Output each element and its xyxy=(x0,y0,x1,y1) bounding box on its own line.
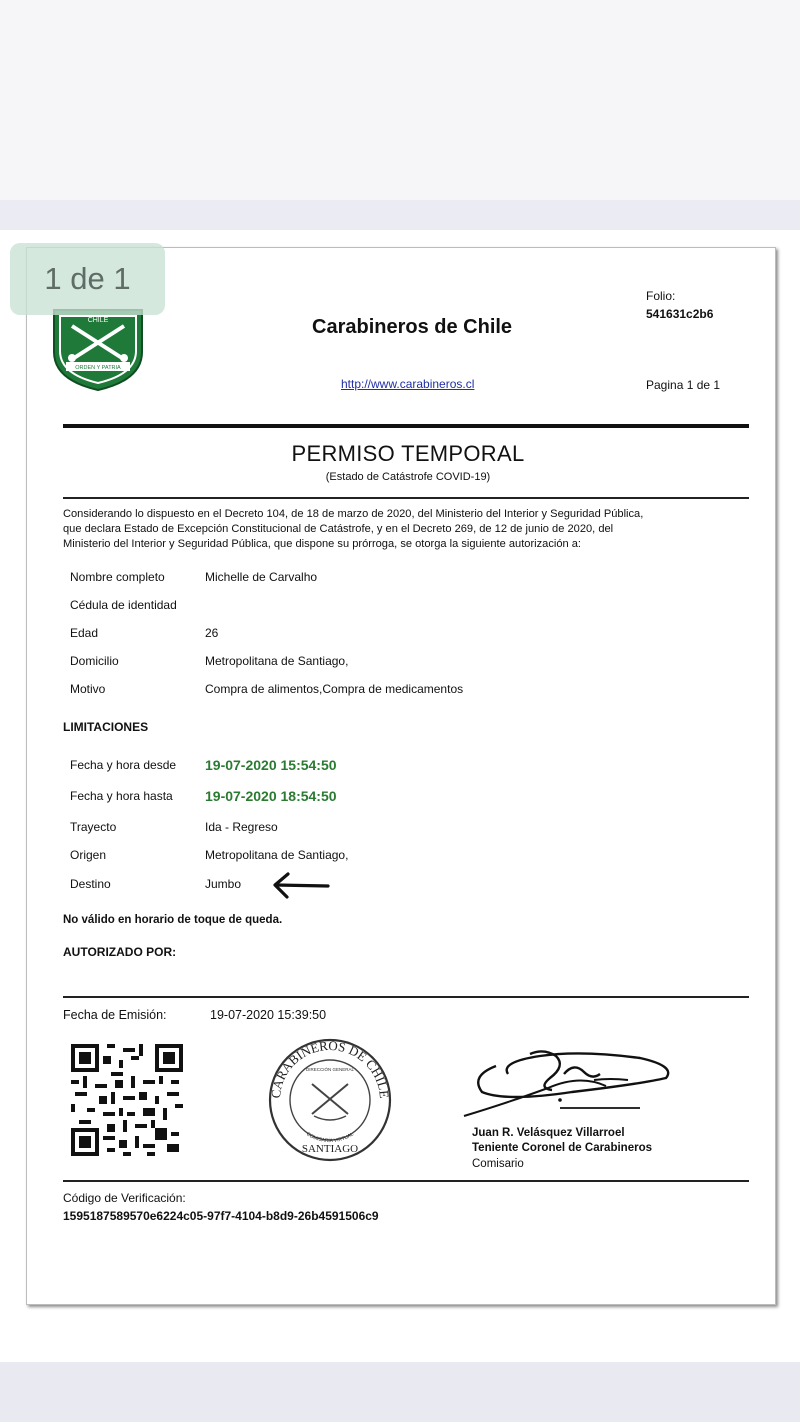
official-stamp xyxy=(262,1034,398,1164)
signer-title: Teniente Coronel de Carabineros xyxy=(472,1142,652,1154)
svg-text:ORDEN Y PATRIA: ORDEN Y PATRIA xyxy=(75,365,121,371)
intro-paragraph xyxy=(63,507,755,552)
stamp-outer-text: CARABINEROS DE CHILE xyxy=(267,1037,393,1099)
field-value-motivo: Compra de alimentos,Compra de medicamentos xyxy=(205,682,464,696)
signer-name: Juan R. Velásquez Villarroel xyxy=(472,1127,625,1139)
field-label-hasta: Fecha y hora hasta xyxy=(70,789,173,803)
institution-title: Carabineros de Chile xyxy=(312,316,513,338)
viewer-separator xyxy=(0,200,800,230)
field-label-cedula: Cédula de identidad xyxy=(70,598,177,612)
field-label-nombre: Nombre completo xyxy=(70,570,165,584)
qr-code xyxy=(71,1044,183,1156)
emision-value: 19-07-2020 15:39:50 xyxy=(210,1008,327,1022)
svg-text:CHILE: CHILE xyxy=(87,317,109,324)
stamp-lower-text: COMISARÍA VIRTUAL xyxy=(305,1131,355,1145)
folio-value: 541631c2b6 xyxy=(646,307,714,321)
field-label-trayecto: Trayecto xyxy=(70,820,117,834)
document-subtitle: (Estado de Catástrofe COVID-19) xyxy=(325,471,491,483)
field-value-hasta: 19-07-2020 18:54:50 xyxy=(205,788,337,804)
page-number: Pagina 1 de 1 xyxy=(646,378,721,392)
field-value-trayecto: Ida - Regreso xyxy=(205,820,278,834)
field-value-desde: 19-07-2020 15:54:50 xyxy=(205,757,337,773)
header-divider xyxy=(63,424,749,428)
footer-divider-top xyxy=(63,996,749,998)
verification-code: 1595187589570e6224c05-97f7-4104-b8d9-26b4591506c9 xyxy=(63,1209,379,1223)
footer-divider-bottom xyxy=(63,1180,749,1182)
field-label-desde: Fecha y hora desde xyxy=(70,758,177,772)
verification-label: Código de Verificación: xyxy=(63,1191,186,1205)
field-value-nombre: Michelle de Carvalho xyxy=(205,570,318,584)
signature xyxy=(460,1044,674,1124)
intro-line: Ministerio del Interior y Seguridad Pública, que dispone su prórroga, se otorga la siguiente autorización a: xyxy=(63,538,582,550)
title-divider xyxy=(63,497,749,499)
authorized-by-heading: AUTORIZADO POR: xyxy=(63,945,177,959)
field-value-edad: 26 xyxy=(205,626,219,640)
signer-role: Comisario xyxy=(472,1158,524,1170)
field-label-motivo: Motivo xyxy=(70,682,106,696)
app-bottom-area xyxy=(0,1362,800,1422)
curfew-warning: No válido en horario de toque de queda. xyxy=(63,914,283,926)
intro-line: Considerando lo dispuesto en el Decreto 104, de 18 de marzo de 2020, del Ministerio del Interior y Seguridad Pública, xyxy=(63,508,644,520)
field-value-domicilio: Metropolitana de Santiago, xyxy=(205,654,349,668)
limitaciones-heading: LIMITACIONES xyxy=(63,720,149,734)
stamp-bottom-text: SANTIAGO xyxy=(301,1143,359,1155)
field-value-destino: Jumbo xyxy=(205,877,242,891)
field-label-domicilio: Domicilio xyxy=(70,654,119,668)
field-label-destino: Destino xyxy=(70,877,111,891)
arrow-left-icon xyxy=(270,870,332,902)
field-label-origen: Origen xyxy=(70,848,107,862)
field-value-origen: Metropolitana de Santiago, xyxy=(205,848,349,862)
emision-label: Fecha de Emisión: xyxy=(63,1008,167,1022)
app-top-area xyxy=(0,0,800,201)
document-title: PERMISO TEMPORAL xyxy=(291,441,525,466)
intro-line: que declara Estado de Excepción Constitucional de Catástrofe, y en el Decreto 269, de 12 de junio de 2020, del xyxy=(63,523,614,535)
stamp-inner-text: DIRECCIÓN GENERAL xyxy=(305,1067,355,1072)
website-link[interactable]: http://www.carabineros.cl xyxy=(341,377,475,391)
page-indicator: 1 de 1 xyxy=(10,243,165,315)
folio-label: Folio: xyxy=(646,289,676,303)
field-label-edad: Edad xyxy=(70,626,99,640)
